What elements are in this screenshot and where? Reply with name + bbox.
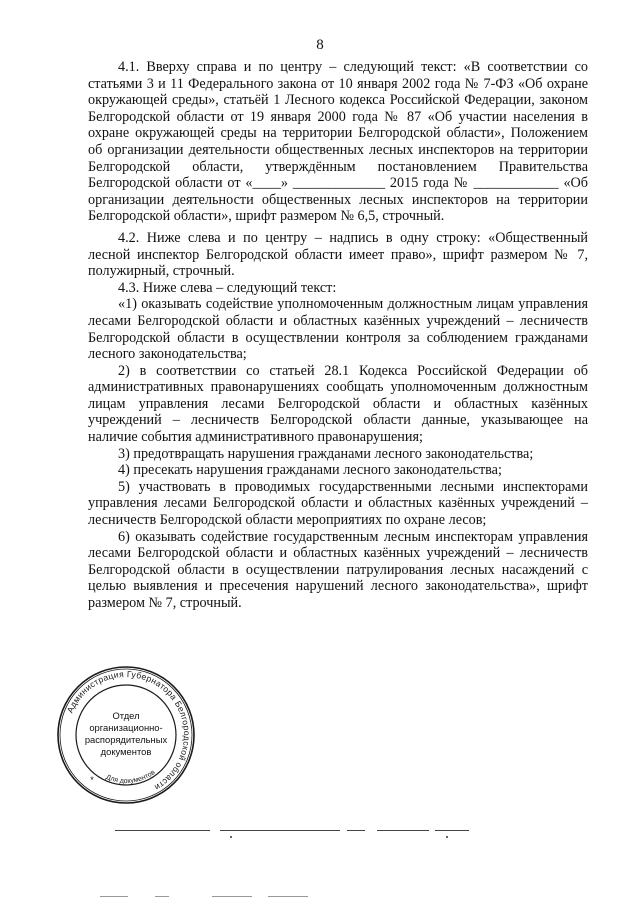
- stamp-line-1: Отдел: [112, 710, 140, 721]
- stamp-seal: [56, 665, 196, 805]
- stamp-outer-text: Администрация Губернатора Белгородской области: [64, 668, 193, 793]
- list-item-1: «1) оказывать содействие уполномоченным должностным лицам управления лесами Белгородской области и областных казённых учреждений – лесничеств Белгородской области в осуществлении контроля за соблюдением гражданами лесного законодательства;: [88, 296, 588, 363]
- stamp-inner-text: Для документов: [104, 768, 157, 786]
- scan-speck: [446, 836, 448, 838]
- document-body: [88, 59, 588, 612]
- svg-text:Для документов: [105, 769, 157, 785]
- official-stamp: [56, 665, 196, 805]
- list-item-6: 6) оказывать содействие государственным лесным инспекторам управления лесами Белгородской области и областных казённых учреждений – лесничеств Белгородской области в осуществлении патрулирования лесных насаждений с целью выявления и пресечения нарушений лесного законодательства», шрифт размером № 7, строчный.: [88, 528, 588, 611]
- scan-speck: [230, 836, 232, 838]
- paragraph-4-1: 4.1. Вверху справа и по центру – следующий текст: «В соответствии со статьями 3 и 11 Федерального закона от 10 января 2002 года № 7-ФЗ «Об охране окружающей среды», статьёй 1 Лесного кодекса Российской Федерации, законом Белгородской области от 19 января 2000 года № 87 «Об участии населения в охране окружающей среды на территории Белгородской области», Положением об организации деятельности общественных лесных инспекторов на территории Белгородской области, утверждённым постановлением Правительства Белгородской области от «____» _____________ 2015 года № ____________ «Об организации деятельности общественных лесных инспекторов на территории Белгородской области», шрифт размером № 6,5, строчный.: [88, 59, 588, 225]
- scan-edge-marks: [100, 896, 340, 899]
- stamp-line-3: распорядительных: [84, 734, 168, 745]
- page-number: 8: [316, 37, 324, 53]
- stamp-star: *: [90, 775, 94, 785]
- signature-lines: [115, 830, 475, 834]
- stamp-line-4: документов: [100, 746, 152, 757]
- list-item-2: 2) в соответствии со статьей 28.1 Кодекса Российской Федерации об административных правонарушениях сообщать уполномоченным должностным лицам управления лесами Белгородской области и областных казённых учреждений – лесничеств Белгородской области данные, указывающее на наличие события административного правонарушения;: [88, 362, 588, 446]
- list-item-4: 4) пресекать нарушения гражданами лесного законодательства;: [118, 462, 502, 479]
- paragraph-4-3: 4.3. Ниже слева – следующий текст:: [118, 279, 337, 296]
- stamp-line-2: организационно-: [89, 722, 163, 733]
- paragraph-4-2: 4.2. Ниже слева и по центру – надпись в одну строку: «Общественный лесной инспектор Белгородской области имеет право», шрифт размером № 7, полужирный, строчный.: [88, 229, 588, 280]
- list-item-3: 3) предотвращать нарушения гражданами лесного законодательства;: [118, 445, 534, 462]
- list-item-5: 5) участвовать в проводимых государственными лесными инспекторами управления лесами Белгородской области и областных казённых учреждений – лесничеств Белгородской области мероприятиях по охране лесов;: [88, 478, 588, 529]
